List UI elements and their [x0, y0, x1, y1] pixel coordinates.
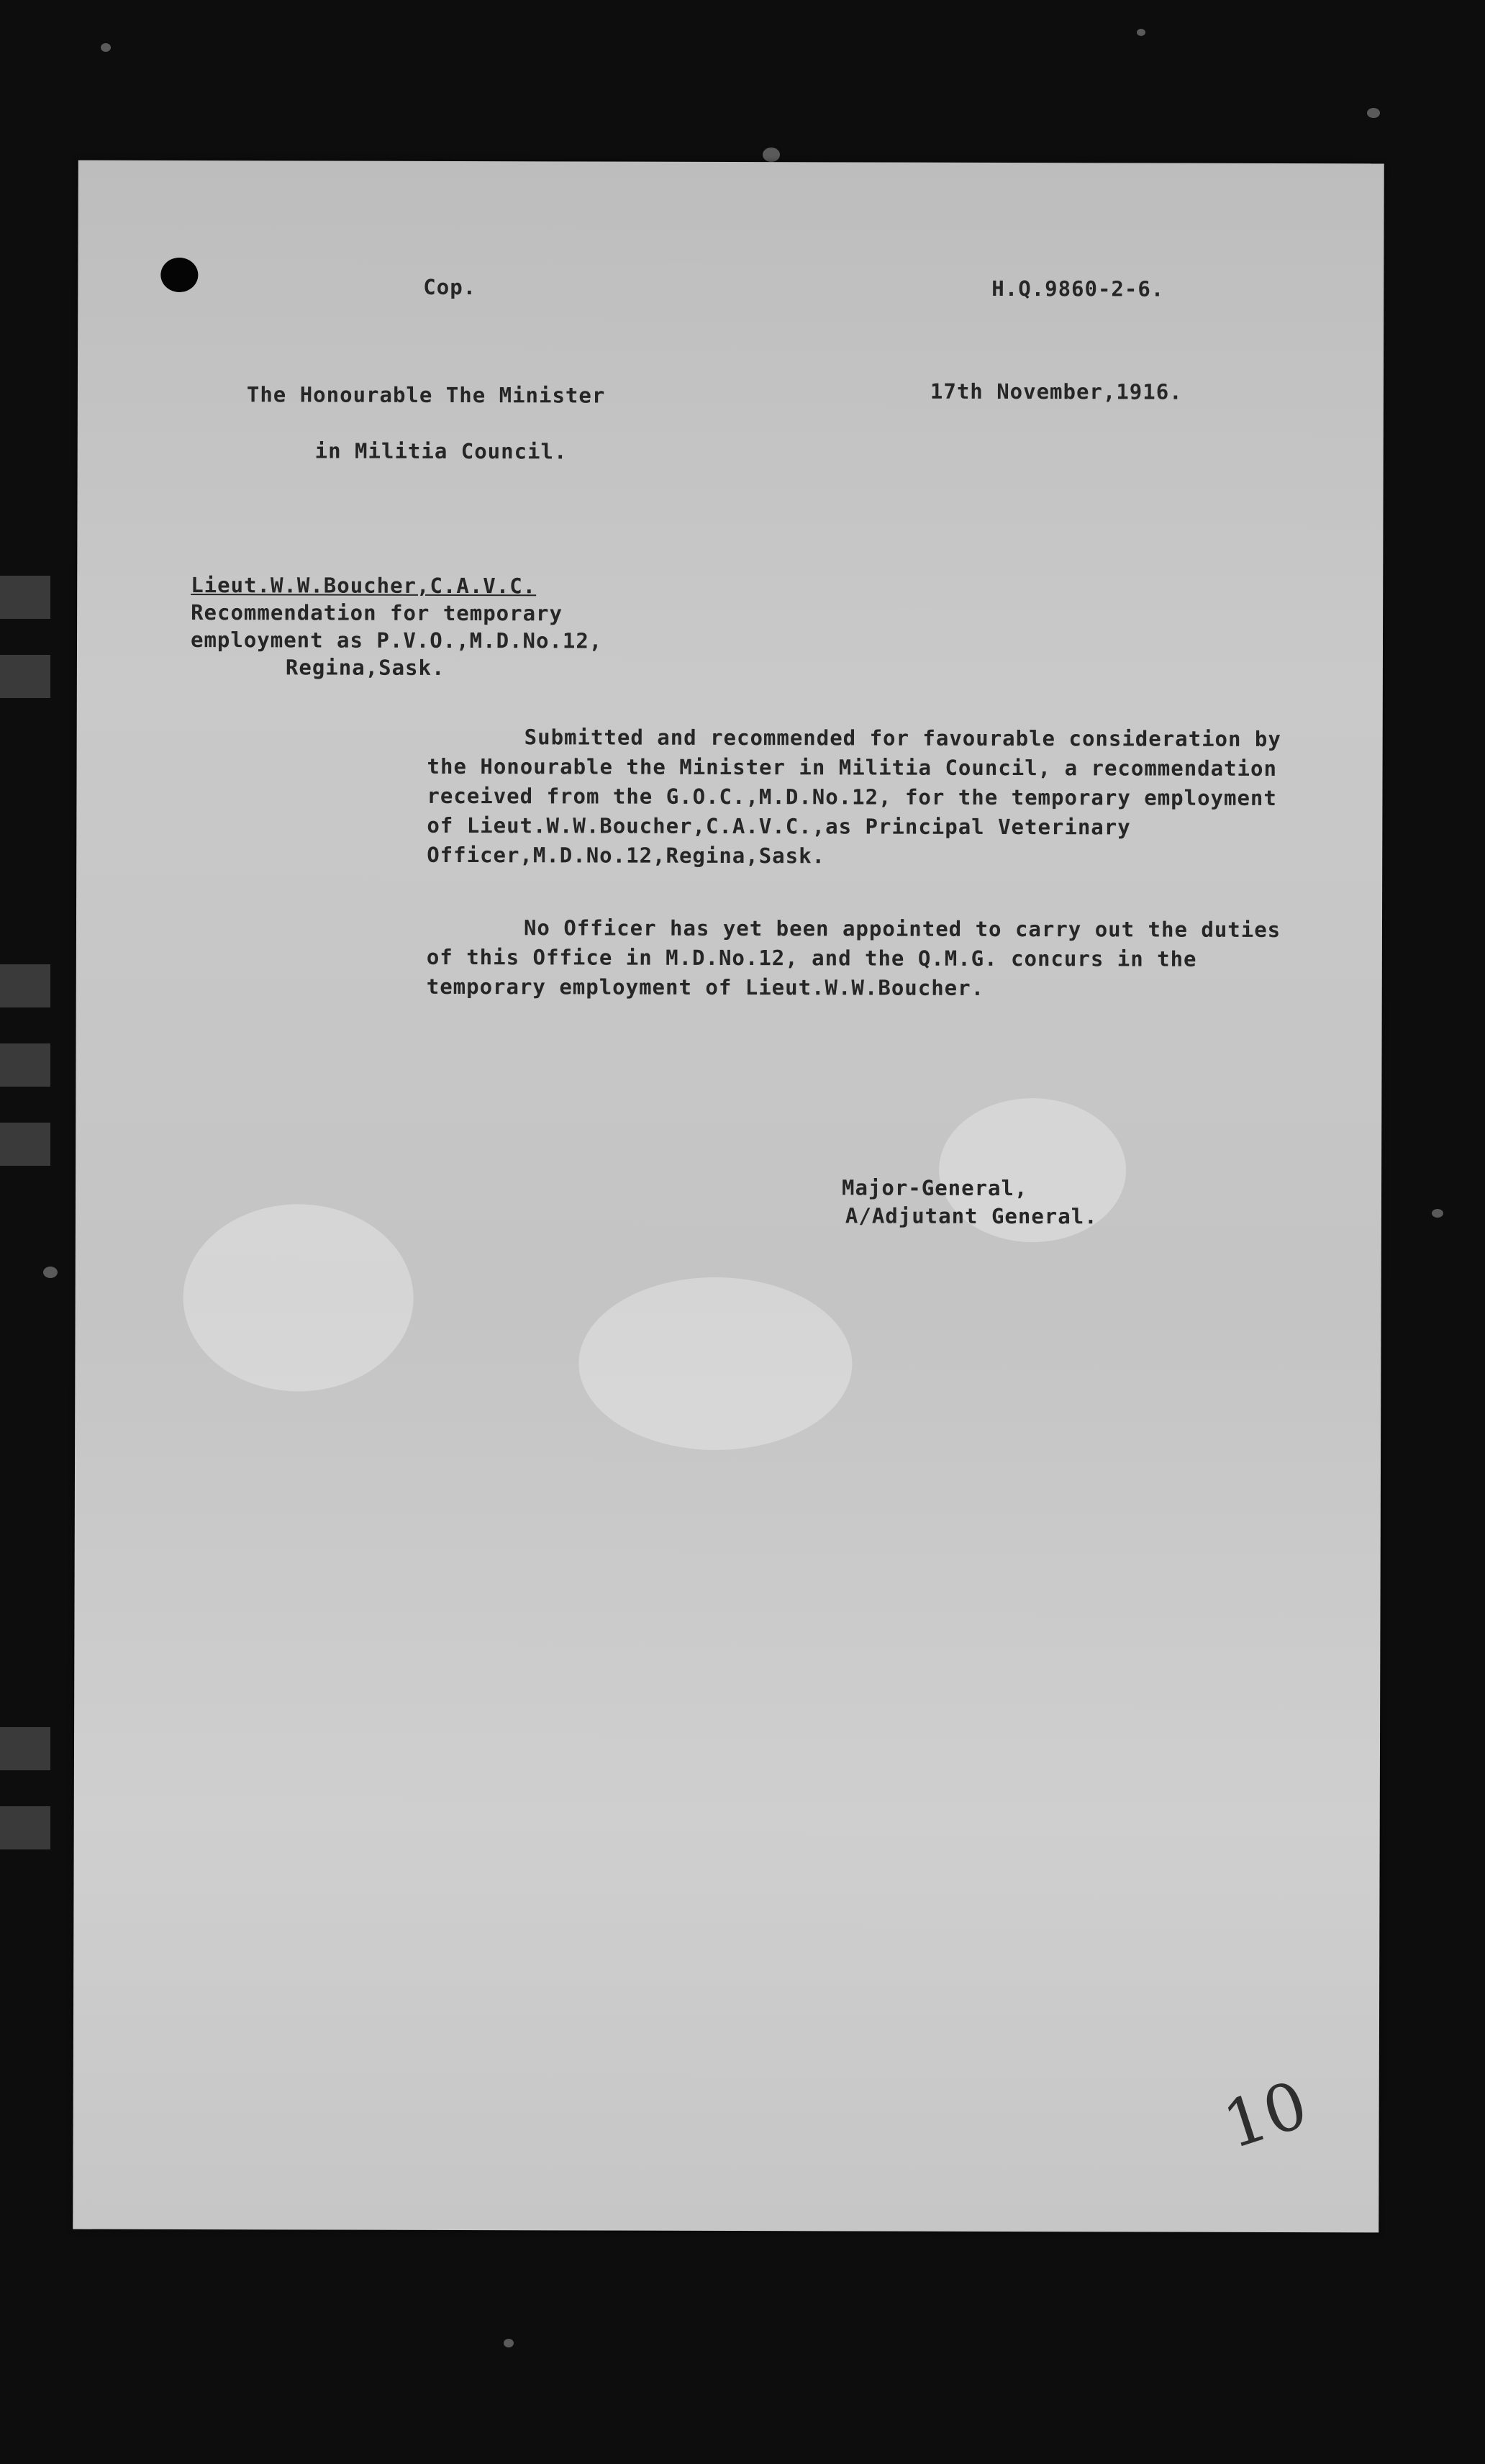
body-paragraph-1-text: Submitted and recommended for favourable consideration by the Honourable the Minister in Militia Council, a recommendation received from the G.O.C.,M.D.No.12, for the temporary employment of Lieut.W.W.Boucher,C.A.V.C.,as Principal Veterinary Officer,M.D.No.12,Regina,Sask.: [427, 725, 1281, 869]
body-paragraph-2-text: No Officer has yet been appointed to carry out the duties of this Office in M.D.No.12, and the Q.M.G. concurs in the temporary employment of Lieut.W.W.Boucher.: [426, 915, 1281, 1000]
dust-speck: [763, 148, 780, 162]
film-edge-mark: [0, 1043, 50, 1087]
signature-title: Major-General,: [841, 1175, 1028, 1201]
subject-line-1: Lieut.W.W.Boucher,C.A.V.C.: [191, 573, 537, 599]
subject-line-4: Regina,Sask.: [285, 655, 445, 680]
copy-mark: Cop.: [423, 274, 477, 300]
subject-line-2: Recommendation for temporary: [191, 600, 563, 626]
letter-page: [73, 160, 1384, 2233]
paper-stain: [183, 1204, 414, 1392]
dust-speck: [43, 1267, 58, 1278]
paper-stain: [578, 1277, 853, 1450]
dust-speck: [1432, 1209, 1443, 1218]
film-edge-mark: [0, 576, 50, 619]
dust-speck: [1137, 29, 1145, 36]
addressee-line-1: The Honourable The Minister: [246, 382, 606, 408]
punch-hole: [160, 258, 198, 292]
film-edge-mark: [0, 1727, 50, 1770]
film-edge-mark: [0, 1123, 50, 1166]
subject-line-3: employment as P.V.O.,M.D.No.12,: [190, 628, 603, 653]
dust-speck: [504, 2339, 514, 2347]
dust-speck: [101, 43, 111, 52]
handwritten-page-number: 10: [1214, 2066, 1317, 2164]
film-edge-mark: [0, 1806, 50, 1849]
film-edge-mark: [0, 655, 50, 698]
dust-speck: [1367, 108, 1380, 118]
file-number: H.Q.9860-2-6.: [991, 276, 1165, 302]
body-paragraph-1: [427, 723, 1312, 872]
addressee-line-2: in Militia Council.: [314, 438, 568, 464]
letter-date: 17th November,1916.: [930, 379, 1183, 404]
film-edge-mark: [0, 964, 50, 1007]
body-paragraph-2: [427, 913, 1312, 1004]
signature-office: A/Adjutant General.: [845, 1203, 1098, 1229]
